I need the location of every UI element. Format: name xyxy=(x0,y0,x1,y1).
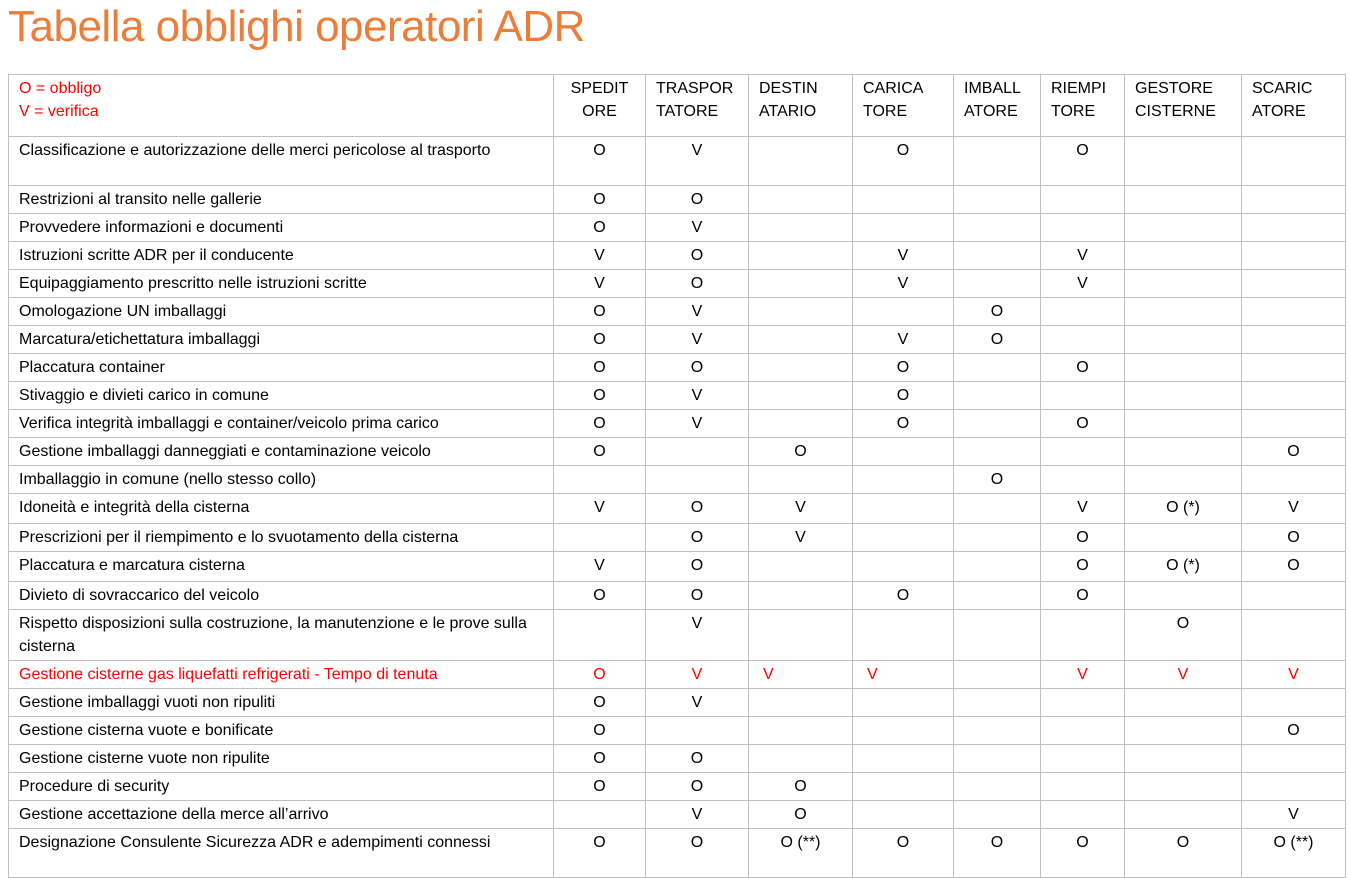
obligation-cell: O (**) xyxy=(749,829,853,878)
obligation-cell: O xyxy=(646,773,749,801)
table-row xyxy=(9,270,1346,298)
row-label: Procedure di security xyxy=(9,773,554,801)
table-row xyxy=(9,552,1346,582)
table-row xyxy=(9,773,1346,801)
obligation-cell xyxy=(853,214,954,242)
row-label: Gestione accettazione della merce all’arrivo xyxy=(9,801,554,829)
obligation-cell xyxy=(749,552,853,582)
obligation-cell xyxy=(1242,610,1346,661)
column-header-scaricatore: SCARIC ATORE xyxy=(1242,75,1346,137)
obligation-cell xyxy=(1041,717,1125,745)
obligation-cell xyxy=(1125,137,1242,186)
obligation-cell: V xyxy=(646,689,749,717)
legend-verifica: V = verifica xyxy=(19,103,99,120)
row-label: Rispetto disposizioni sulla costruzione, la manutenzione e le prove sulla cisterna xyxy=(9,610,554,661)
obligation-cell: V xyxy=(1242,494,1346,524)
obligation-cell: V xyxy=(853,661,954,689)
obligation-cell xyxy=(1242,214,1346,242)
obligation-cell: O xyxy=(554,382,646,410)
obligation-cell: O (*) xyxy=(1125,494,1242,524)
obligation-cell xyxy=(954,137,1041,186)
obligation-cell: O xyxy=(1242,717,1346,745)
obligation-cell: V xyxy=(554,242,646,270)
obligation-cell: V xyxy=(646,661,749,689)
obligation-cell xyxy=(1242,354,1346,382)
obligation-cell: O xyxy=(554,410,646,438)
obligation-cell xyxy=(1242,137,1346,186)
obligation-cell: O xyxy=(554,661,646,689)
table-row xyxy=(9,382,1346,410)
obligation-cell xyxy=(749,242,853,270)
table-row xyxy=(9,524,1346,552)
obligation-cell: O xyxy=(954,466,1041,494)
row-label: Gestione cisterne vuote non ripulite xyxy=(9,745,554,773)
obligation-cell xyxy=(1041,298,1125,326)
obligation-cell xyxy=(1125,242,1242,270)
obligation-cell xyxy=(1041,689,1125,717)
obligation-cell: O xyxy=(554,137,646,186)
obligation-cell: O xyxy=(554,438,646,466)
obligation-cell xyxy=(853,524,954,552)
obligation-cell: O xyxy=(646,186,749,214)
obligation-cell: O xyxy=(554,582,646,610)
obligation-cell xyxy=(749,326,853,354)
obligation-cell xyxy=(1041,745,1125,773)
row-label: Placcatura e marcatura cisterna xyxy=(9,552,554,582)
obligation-cell xyxy=(1125,214,1242,242)
obligation-cell: O xyxy=(1242,552,1346,582)
obligation-cell: O xyxy=(554,354,646,382)
obligation-cell: V xyxy=(646,610,749,661)
obligation-cell xyxy=(1242,773,1346,801)
obligation-cell xyxy=(749,689,853,717)
obligation-cell: O xyxy=(749,438,853,466)
page-title: Tabella obblighi operatori ADR xyxy=(8,2,585,51)
obligation-cell xyxy=(1242,410,1346,438)
legend-cell xyxy=(9,75,554,137)
obligation-cell: V xyxy=(1041,270,1125,298)
obligation-cell: V xyxy=(646,214,749,242)
obligation-cell: O xyxy=(1242,438,1346,466)
obligation-cell xyxy=(954,552,1041,582)
obligation-cell xyxy=(1041,466,1125,494)
obligation-cell xyxy=(749,137,853,186)
obligation-cell: O xyxy=(1041,354,1125,382)
obligation-cell: O (**) xyxy=(1242,829,1346,878)
obligation-cell xyxy=(749,354,853,382)
obligation-cell xyxy=(1125,382,1242,410)
obligation-cell xyxy=(853,552,954,582)
obligation-cell: O xyxy=(646,552,749,582)
obligation-cell: O xyxy=(1041,552,1125,582)
obligation-cell xyxy=(954,717,1041,745)
obligation-cell xyxy=(954,524,1041,552)
obligation-cell xyxy=(1125,326,1242,354)
obligation-cell xyxy=(954,270,1041,298)
obligation-cell: V xyxy=(749,524,853,552)
obligation-cell: O xyxy=(1041,524,1125,552)
obligation-cell: O xyxy=(554,773,646,801)
obligation-cell xyxy=(1242,186,1346,214)
obligation-cell xyxy=(1041,214,1125,242)
obligation-cell: V xyxy=(646,382,749,410)
obligation-cell xyxy=(749,582,853,610)
obligation-cell xyxy=(1125,689,1242,717)
obligation-cell: O xyxy=(554,717,646,745)
obligation-cell: O xyxy=(954,326,1041,354)
table-row xyxy=(9,214,1346,242)
row-label: Gestione cisterne gas liquefatti refrigerati - Tempo di tenuta xyxy=(9,661,554,689)
obligation-cell xyxy=(1125,410,1242,438)
obligation-cell xyxy=(1242,745,1346,773)
obligation-cell xyxy=(853,689,954,717)
obligation-cell xyxy=(749,610,853,661)
obligation-cell: O xyxy=(554,298,646,326)
table-row xyxy=(9,410,1346,438)
row-label: Gestione imballaggi danneggiati e contaminazione veicolo xyxy=(9,438,554,466)
obligation-cell: O xyxy=(554,689,646,717)
obligation-cell: V xyxy=(1041,494,1125,524)
obligation-cell xyxy=(853,466,954,494)
obligation-cell: V xyxy=(646,410,749,438)
obligation-cell xyxy=(954,438,1041,466)
obligation-cell xyxy=(554,466,646,494)
table-row xyxy=(9,354,1346,382)
obligation-cell: O (*) xyxy=(1125,552,1242,582)
obligation-cell: O xyxy=(646,270,749,298)
obligation-cell xyxy=(646,466,749,494)
obligation-cell xyxy=(749,214,853,242)
obligation-cell xyxy=(1242,270,1346,298)
obligation-cell: O xyxy=(853,354,954,382)
row-label: Gestione cisterna vuote e bonificate xyxy=(9,717,554,745)
obligation-cell xyxy=(646,438,749,466)
obligation-cell xyxy=(1242,689,1346,717)
obligation-cell: V xyxy=(1242,801,1346,829)
obligation-cell: O xyxy=(554,745,646,773)
table-row xyxy=(9,326,1346,354)
obligation-cell xyxy=(1125,582,1242,610)
obligation-cell xyxy=(954,410,1041,438)
obligation-cell xyxy=(1041,326,1125,354)
obligation-cell: O xyxy=(1041,582,1125,610)
obligation-cell xyxy=(749,717,853,745)
obligation-cell xyxy=(1125,524,1242,552)
obligation-cell: V xyxy=(749,661,853,689)
obligation-cell: V xyxy=(1242,661,1346,689)
obligation-cell xyxy=(954,689,1041,717)
obligation-cell: O xyxy=(853,410,954,438)
obligation-cell xyxy=(1125,773,1242,801)
row-label: Marcatura/etichettatura imballaggi xyxy=(9,326,554,354)
obligation-cell: V xyxy=(554,494,646,524)
obligation-cell: O xyxy=(749,773,853,801)
row-label: Classificazione e autorizzazione delle merci pericolose al trasporto xyxy=(9,137,554,186)
row-label: Stivaggio e divieti carico in comune xyxy=(9,382,554,410)
obligation-cell xyxy=(749,186,853,214)
obligation-cell: O xyxy=(554,214,646,242)
table-row xyxy=(9,186,1346,214)
table-row xyxy=(9,137,1346,186)
legend-obbligo: O = obbligo xyxy=(19,80,102,97)
obligation-cell xyxy=(1125,745,1242,773)
row-label: Istruzioni scritte ADR per il conducente xyxy=(9,242,554,270)
obligation-cell: O xyxy=(554,326,646,354)
obligation-cell: V xyxy=(853,326,954,354)
obligation-cell xyxy=(749,745,853,773)
obligation-cell: O xyxy=(1125,829,1242,878)
obligation-cell: V xyxy=(646,137,749,186)
obligation-cell xyxy=(954,214,1041,242)
row-label: Divieto di sovraccarico del veicolo xyxy=(9,582,554,610)
table-row xyxy=(9,494,1346,524)
obligation-cell: O xyxy=(646,745,749,773)
obligation-cell: O xyxy=(853,582,954,610)
obligation-cell xyxy=(853,438,954,466)
obligation-cell xyxy=(1041,801,1125,829)
obligation-cell xyxy=(1125,717,1242,745)
obligation-cell: O xyxy=(1125,610,1242,661)
obligation-cell: O xyxy=(1041,829,1125,878)
table-row xyxy=(9,717,1346,745)
obligation-cell xyxy=(1125,354,1242,382)
obligation-cell xyxy=(749,466,853,494)
obligation-cell xyxy=(1125,801,1242,829)
obligation-cell: V xyxy=(646,801,749,829)
obligation-cell xyxy=(554,610,646,661)
obligation-cell xyxy=(749,382,853,410)
row-label: Imballaggio in comune (nello stesso collo) xyxy=(9,466,554,494)
table-row xyxy=(9,745,1346,773)
obligation-cell xyxy=(954,661,1041,689)
obligation-cell: O xyxy=(646,524,749,552)
obligation-cell: V xyxy=(749,494,853,524)
table-row xyxy=(9,661,1346,689)
obligation-cell: V xyxy=(853,242,954,270)
table-row xyxy=(9,610,1346,661)
obligation-cell: O xyxy=(646,829,749,878)
column-header-gestore-cisterne: GESTORE CISTERNE xyxy=(1125,75,1242,137)
obligation-cell xyxy=(1041,773,1125,801)
obligation-cell xyxy=(1041,382,1125,410)
obligation-cell xyxy=(1242,582,1346,610)
table-row xyxy=(9,242,1346,270)
obligation-cell xyxy=(1041,438,1125,466)
obligation-cell xyxy=(1242,382,1346,410)
obligation-cell xyxy=(749,270,853,298)
obligation-cell: O xyxy=(646,582,749,610)
column-header-imballatore: IMBALL ATORE xyxy=(954,75,1041,137)
table-row xyxy=(9,582,1346,610)
obligation-cell xyxy=(853,717,954,745)
obligation-cell: V xyxy=(853,270,954,298)
obligation-cell xyxy=(1242,326,1346,354)
obligation-cell: O xyxy=(853,829,954,878)
column-header-speditore: SPEDIT ORE xyxy=(554,75,646,137)
obligation-cell xyxy=(1125,466,1242,494)
obligation-cell xyxy=(954,773,1041,801)
obligation-cell xyxy=(853,610,954,661)
obligation-cell: V xyxy=(646,298,749,326)
obligation-cell xyxy=(646,717,749,745)
obligation-cell: O xyxy=(954,829,1041,878)
obligation-cell xyxy=(954,494,1041,524)
obligations-table xyxy=(8,74,1346,878)
column-header-caricatore: CARICA TORE xyxy=(853,75,954,137)
row-label: Designazione Consulente Sicurezza ADR e adempimenti connessi xyxy=(9,829,554,878)
obligation-cell xyxy=(954,745,1041,773)
column-header-trasportatore: TRASPOR TATORE xyxy=(646,75,749,137)
obligation-cell xyxy=(1125,186,1242,214)
obligation-cell: O xyxy=(853,137,954,186)
obligation-cell xyxy=(1041,610,1125,661)
obligation-cell xyxy=(1125,270,1242,298)
obligation-cell: O xyxy=(1242,524,1346,552)
obligation-cell: O xyxy=(646,242,749,270)
obligation-cell xyxy=(954,382,1041,410)
obligation-cell xyxy=(853,801,954,829)
obligation-cell: O xyxy=(646,354,749,382)
obligation-cell xyxy=(554,801,646,829)
row-label: Restrizioni al transito nelle gallerie xyxy=(9,186,554,214)
table-body xyxy=(9,137,1346,878)
table-row xyxy=(9,689,1346,717)
obligation-cell xyxy=(853,186,954,214)
obligation-cell: O xyxy=(749,801,853,829)
obligation-cell xyxy=(954,186,1041,214)
obligation-cell xyxy=(1041,186,1125,214)
obligation-cell xyxy=(954,610,1041,661)
row-label: Omologazione UN imballaggi xyxy=(9,298,554,326)
obligation-cell xyxy=(853,494,954,524)
table-row xyxy=(9,466,1346,494)
obligation-cell xyxy=(1125,438,1242,466)
row-label: Idoneità e integrità della cisterna xyxy=(9,494,554,524)
obligation-cell: V xyxy=(554,270,646,298)
obligation-cell: V xyxy=(1041,661,1125,689)
obligation-cell xyxy=(1242,466,1346,494)
row-label: Prescrizioni per il riempimento e lo svuotamento della cisterna xyxy=(9,524,554,552)
obligation-cell xyxy=(954,242,1041,270)
obligation-cell xyxy=(554,524,646,552)
obligation-cell xyxy=(749,410,853,438)
table-row xyxy=(9,438,1346,466)
obligation-cell: O xyxy=(954,298,1041,326)
table-row xyxy=(9,829,1346,878)
obligation-cell: V xyxy=(646,326,749,354)
obligation-cell xyxy=(853,773,954,801)
row-label: Gestione imballaggi vuoti non ripuliti xyxy=(9,689,554,717)
obligation-cell xyxy=(853,298,954,326)
obligation-cell: V xyxy=(1125,661,1242,689)
obligation-cell: O xyxy=(1041,410,1125,438)
obligation-cell: O xyxy=(1041,137,1125,186)
column-header-riempitore: RIEMPI TORE xyxy=(1041,75,1125,137)
table-row xyxy=(9,298,1346,326)
obligation-cell xyxy=(1242,298,1346,326)
obligation-cell xyxy=(1242,242,1346,270)
row-label: Equipaggiamento prescritto nelle istruzioni scritte xyxy=(9,270,554,298)
obligation-cell: O xyxy=(554,829,646,878)
obligation-cell xyxy=(749,298,853,326)
obligation-cell: O xyxy=(646,494,749,524)
obligation-cell: O xyxy=(853,382,954,410)
obligation-cell: V xyxy=(554,552,646,582)
obligation-cell xyxy=(954,354,1041,382)
column-header-destinatario: DESTIN ATARIO xyxy=(749,75,853,137)
row-label: Provvedere informazioni e documenti xyxy=(9,214,554,242)
obligation-cell xyxy=(954,801,1041,829)
row-label: Verifica integrità imballaggi e container/veicolo prima carico xyxy=(9,410,554,438)
obligation-cell xyxy=(954,582,1041,610)
obligation-cell xyxy=(853,745,954,773)
obligation-cell: O xyxy=(554,186,646,214)
obligation-cell: V xyxy=(1041,242,1125,270)
table-row xyxy=(9,801,1346,829)
header-row xyxy=(9,75,1346,137)
obligation-cell xyxy=(1125,298,1242,326)
row-label: Placcatura container xyxy=(9,354,554,382)
